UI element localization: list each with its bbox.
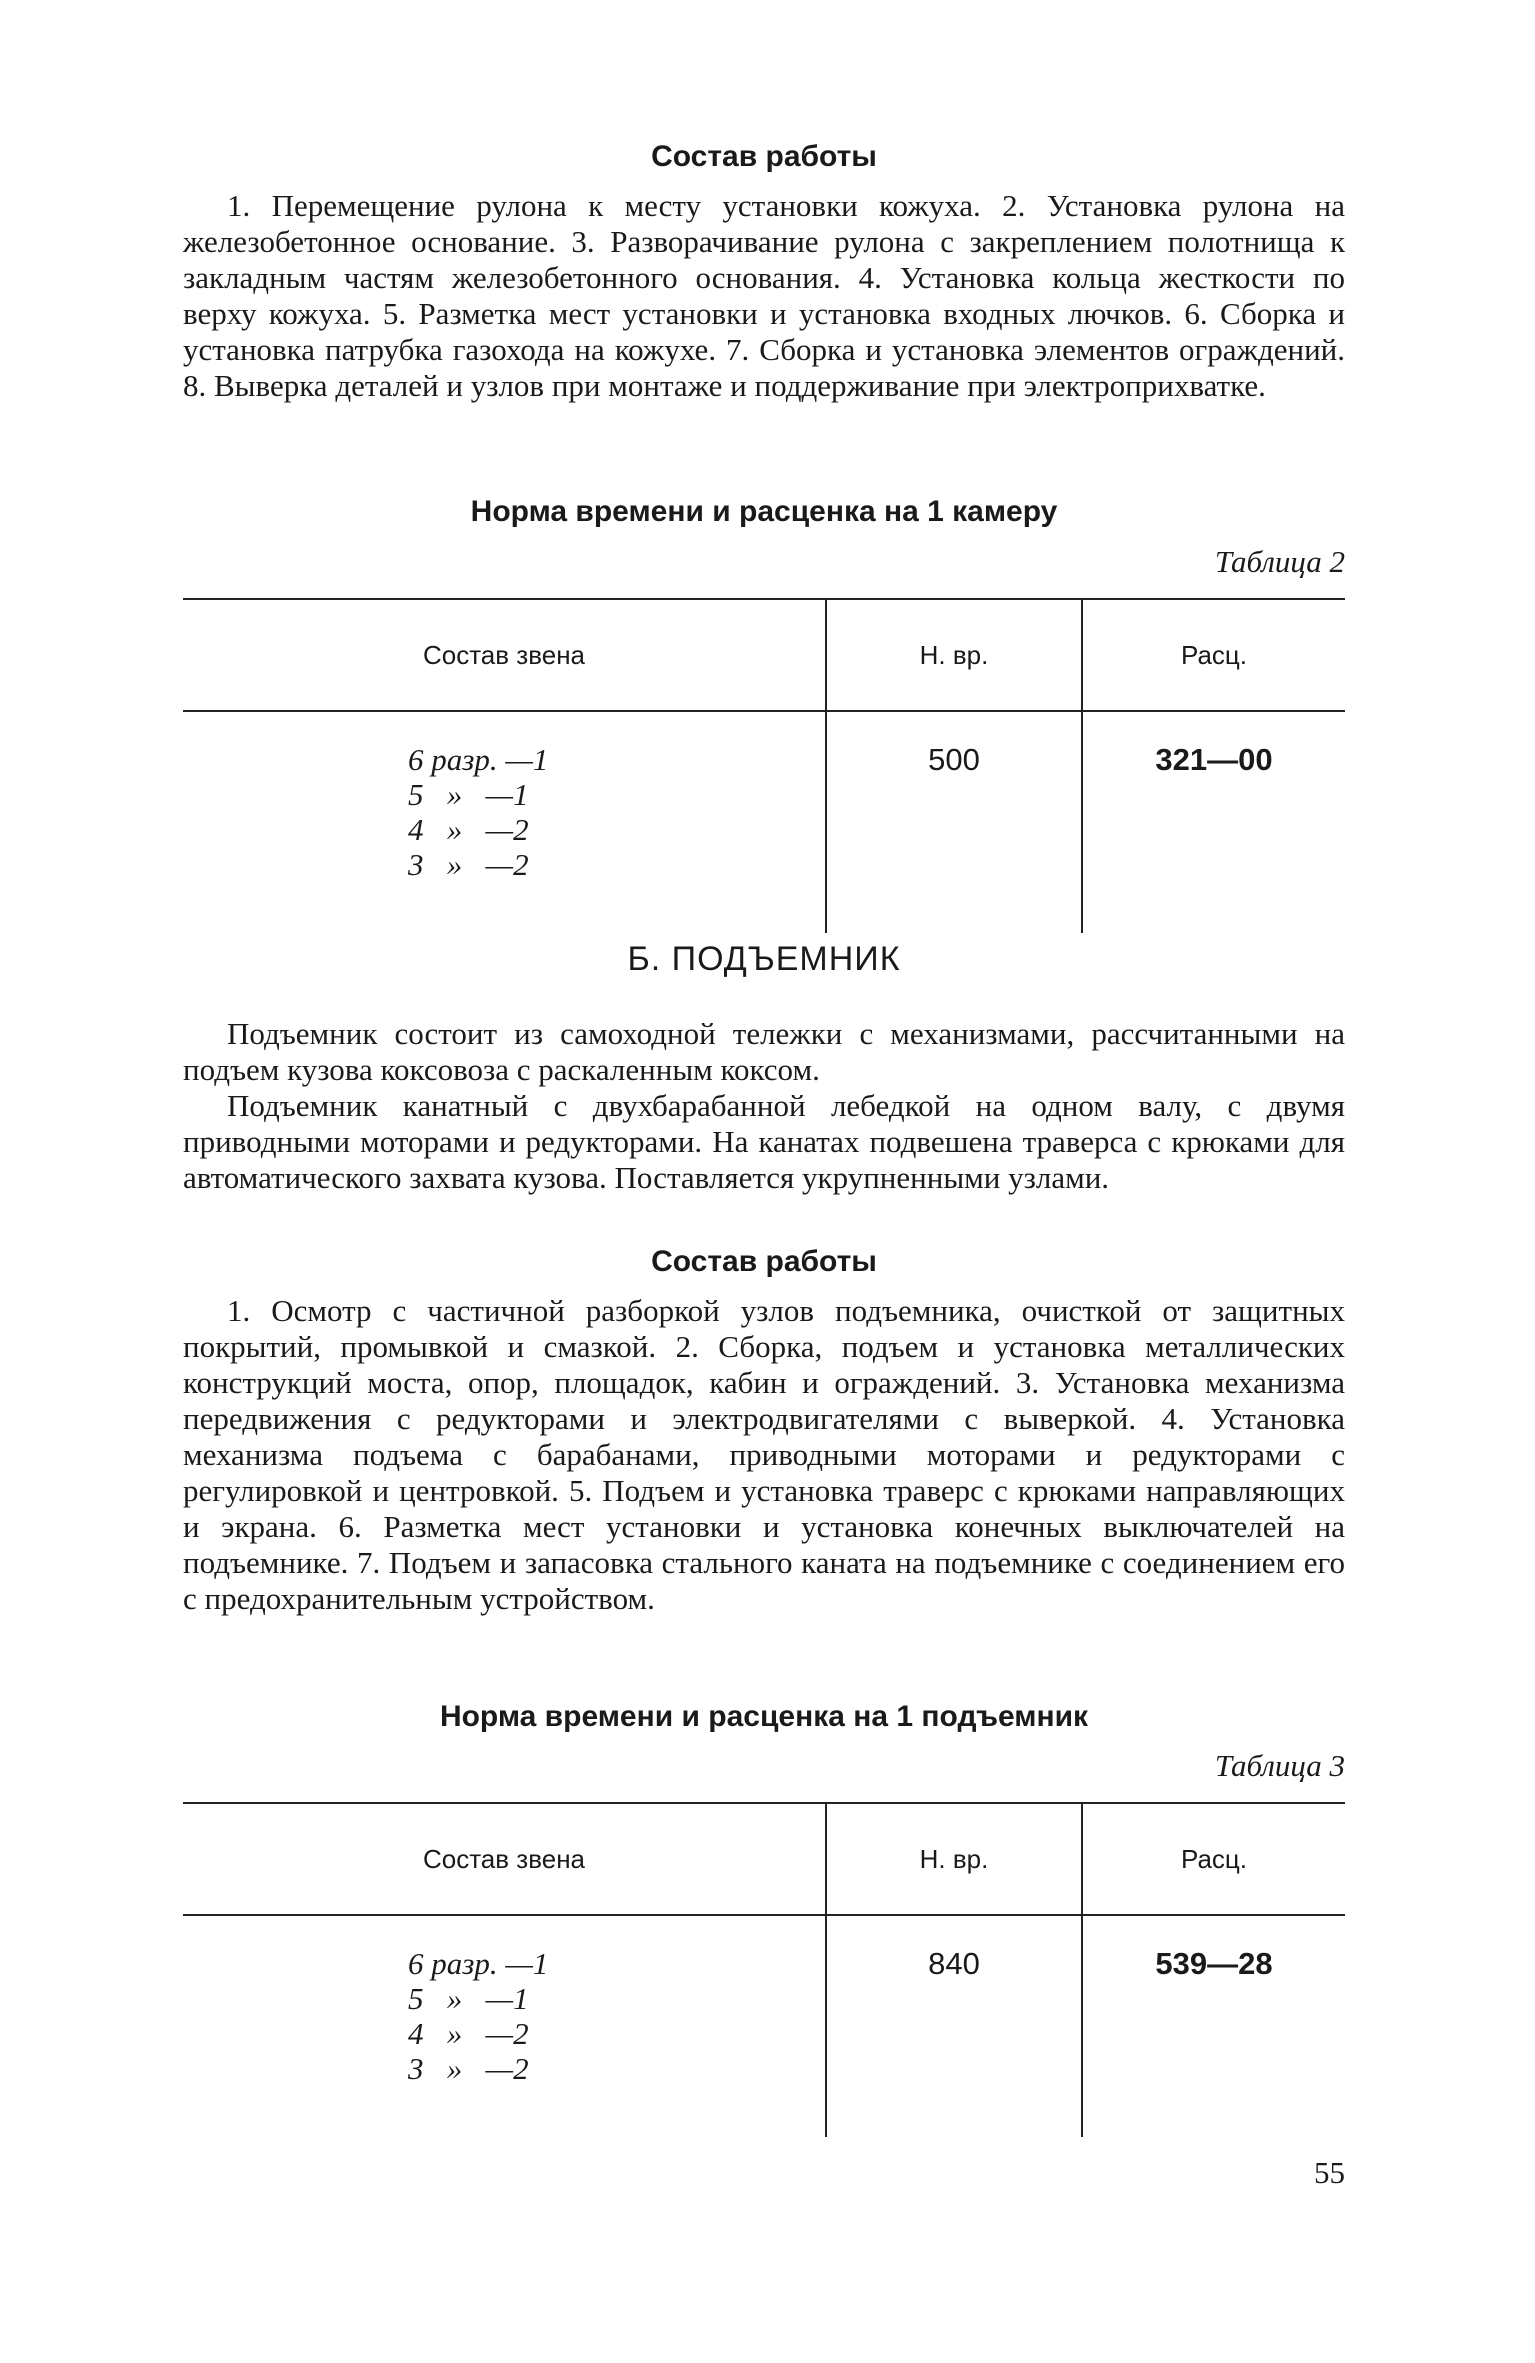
crew-line: 5 » —1 [408,1981,529,2016]
table3-norm-cell [826,1915,1082,2137]
work-composition-heading-a: Состав работы [651,140,877,173]
table2-title: Норма времени и расценка на 1 камеру [470,495,1058,528]
table3-title: Норма времени и расценка на 1 подъемник [439,1700,1089,1733]
table2-header-crew: Состав звена [183,599,826,711]
table-row [183,711,1345,933]
table3-header-row [183,1803,1345,1915]
table3-label: Таблица 3 [1214,1748,1345,1783]
norm-time-value: 500 [928,742,980,777]
norm-time-value: 840 [928,1946,980,1981]
table3-crew-cell [183,1915,826,2137]
crew-line: 3 » —2 [408,2051,529,2086]
table2-crew-cell [183,711,826,933]
crew-line: 6 разр. —1 [408,742,549,777]
section-b-para-2: Подъемник канатный с двухбарабанной лебедкой на одном валу, с двумя приводными моторами и редукторами. На канатах подвешена траверса с крюками для автоматического захвата кузова. Поставляется укрупненными узлами. [183,1088,1345,1195]
table3 [183,1802,1345,2137]
table3-header-norm: Н. вр. [826,1803,1082,1915]
table2-rate-cell [1082,711,1345,933]
rate-value: 539—28 [1155,1946,1273,1981]
table2-header-norm: Н. вр. [826,599,1082,711]
table3-header-crew: Состав звена [183,1803,826,1915]
table2-header-rate: Расц. [1082,599,1345,711]
table3-rate-cell [1082,1915,1345,2137]
table2-label: Таблица 2 [1214,544,1345,579]
section-b-title: Б. ПОДЪЕМНИК [627,940,901,978]
rate-value: 321—00 [1155,742,1273,777]
table3-header-rate: Расц. [1082,1803,1345,1915]
section-b-para-1: Подъемник состоит из самоходной тележки с механизмами, рассчитанными на подъем кузова коксовоза с раскаленным коксом. [183,1016,1345,1087]
table2 [183,598,1345,933]
table2-header-row [183,599,1345,711]
crew-line: 6 разр. —1 [408,1946,549,1981]
crew-line: 3 » —2 [408,847,529,882]
table-row [183,1915,1345,2137]
crew-line: 5 » —1 [408,777,529,812]
work-composition-text-a: 1. Перемещение рулона к месту установки кожуха. 2. Установка рулона на железобетонное основание. 3. Разворачивание рулона с закреплением полотнища к закладным частям железобетонного основания. 4. Установка кольца жесткости по верху кожуха. 5. Разметка мест установки и установка входных лючков. 6. Сборка и установка патрубка газохода на кожухе. 7. Сборка и установка элементов ограждений. 8. Выверка деталей и узлов при монтаже и поддерживание при электроприхватке. [183,188,1345,403]
work-composition-heading-b: Состав работы [651,1245,877,1278]
page-number: 55 [1314,2155,1345,2190]
crew-line: 4 » —2 [408,812,529,847]
crew-line: 4 » —2 [408,2016,529,2051]
work-composition-text-b: 1. Осмотр с частичной разборкой узлов подъемника, очисткой от защитных покрытий, промывкой и смазкой. 2. Сборка, подъем и установка металлических конструкций моста, опор, площадок, кабин и ограждений. 3. Установка механизма передвижения с редукторами и электродвигателями с выверкой. 4. Установка механизма подъема с барабанами, приводными моторами и редукторами с регулировкой и центровкой. 5. Подъем и установка траверс с крюками направляющих и экрана. 6. Разметка мест установки и установка конечных выключателей на подъемнике. 7. Подъем и запасовка стального каната на подъемнике с соединением его с предохранительным устройством. [183,1293,1345,1616]
table2-norm-cell [826,711,1082,933]
